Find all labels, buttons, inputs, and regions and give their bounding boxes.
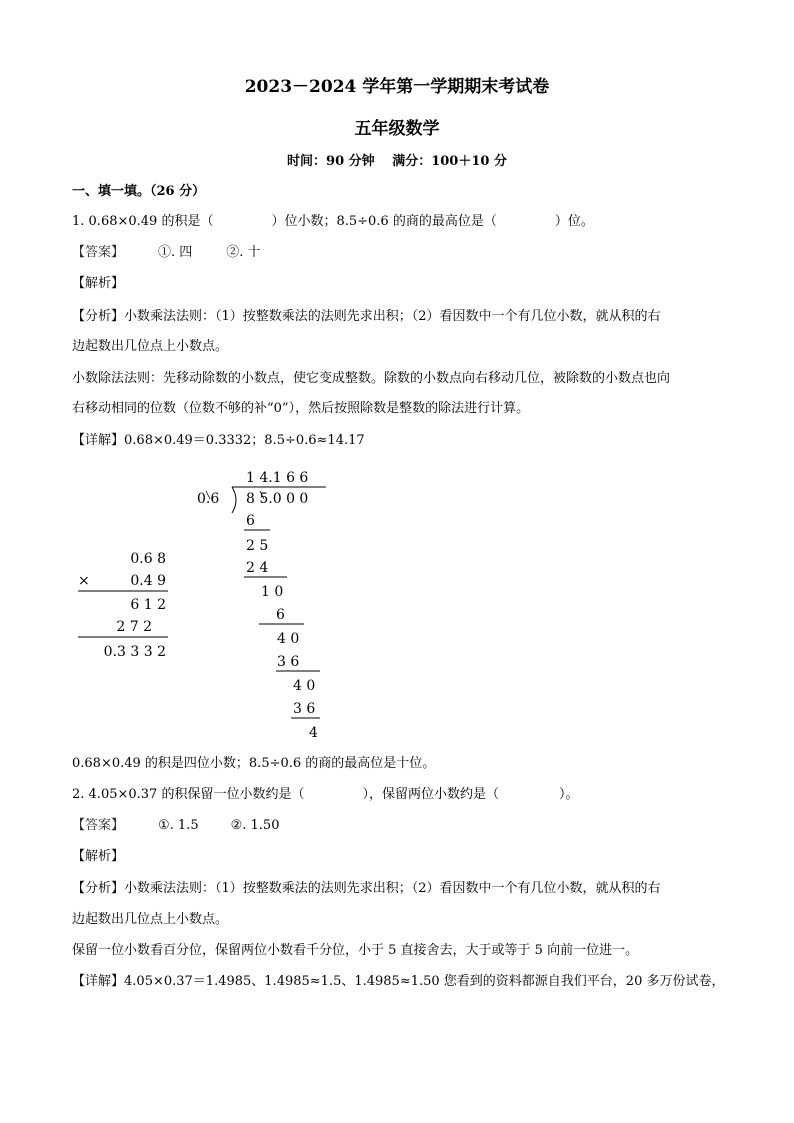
div-step-8: 4 0 [293, 678, 316, 694]
div-step-5: 6 [276, 607, 285, 623]
div-quotient: 1 4.1 6 6 [246, 470, 309, 486]
div-step-7: 3 6 [277, 654, 300, 670]
div-dividend: 8 5.0 0 0 [246, 491, 309, 507]
q1-text-c: ）位。 [554, 214, 594, 229]
fenxi-text: 小数乘法法则：（1）按整数乘法的法则先求出积；（2）看因数中一个有几位小数，就从积的右 [124, 309, 661, 324]
q1-conclusion: 0.68×0.49 的积是四位小数；8.5÷0.6 的商的最高位是十位。 [72, 756, 436, 771]
detail-tag: 【详解】 [72, 974, 125, 989]
q2-detail [72, 973, 724, 991]
mult-row-4: 2 7 2 [116, 619, 152, 635]
q2-answer-1: ①. 1.5 [158, 818, 199, 833]
answer-tag: 【答案】 [72, 245, 125, 260]
q2-text-c: ）。 [558, 787, 579, 802]
q2-text-b: ），保留两位小数约是（ [362, 787, 499, 802]
div-step-6: 4 0 [277, 631, 300, 647]
long-division [197, 470, 326, 741]
question-2 [72, 786, 578, 804]
q2-fenxi-2: 边起数出几位点上小数点。 [72, 912, 229, 927]
mult-row-2: 0.4 9 [130, 573, 166, 589]
q1-answer-1: ①. 四 [158, 245, 193, 260]
mult-row-1: 0.6 8 [130, 551, 166, 567]
q1-answer-2: ②. 十 [226, 245, 261, 260]
q2-answer [72, 817, 279, 835]
q1-analysis-tag: 【解析】 [72, 276, 125, 291]
q2-fenxi-1 [72, 880, 661, 898]
detail-text: 0.68×0.49＝0.3332；8.5÷0.6≈14.17 [124, 433, 365, 448]
mult-result: 0.3 3 3 2 [103, 644, 166, 660]
q1-rule-2: 右移动相同的位数（位数不够的补“0”），然后按照除数是整数的除法进行计算。 [72, 401, 530, 416]
div-step-10: 4 [309, 725, 318, 741]
fenxi-tag: 【分析】 [72, 881, 125, 896]
fenxi-text: 小数乘法法则：（1）按整数乘法的法则先求出积；（2）看因数中一个有几位小数，就从积的右 [124, 881, 661, 896]
fenxi-tag: 【分析】 [72, 309, 125, 324]
q1-text-a: 1. 0.68×0.49 的积是（ [72, 214, 214, 229]
q1-rule-1: 小数除法法则：先移动除数的小数点，使它变成整数。除数的小数点向右移动几位，被除数的小数点也向 [72, 371, 671, 386]
exam-subject: 五年级数学 [354, 119, 440, 139]
div-step-2: 2 5 [246, 538, 269, 554]
detail-text: 4.05×0.37＝1.4985、1.4985≈1.5、1.4985≈1.50 您看到的资料都源自我们平台，20 多万份试卷， [124, 974, 725, 989]
q2-analysis-tag: 【解析】 [72, 849, 125, 864]
exam-meta: 时间：90 分钟 满分：100＋10 分 [287, 154, 507, 169]
div-step-3: 2 4 [246, 560, 269, 576]
q2-rule: 保留一位小数看百分位，保留两位小数看千分位，小于 5 直接舍去，大于或等于 5 向前一位进一。 [72, 943, 639, 958]
div-step-1: 6 [246, 513, 255, 529]
detail-tag: 【详解】 [72, 433, 125, 448]
div-step-4: 1 0 [261, 584, 284, 600]
div-step-9: 3 6 [293, 701, 316, 717]
q1-fenxi-2: 边起数出几位点上小数点。 [72, 339, 229, 354]
multiplication-vertical [78, 551, 168, 660]
answer-tag: 【答案】 [72, 818, 125, 833]
q2-text-a: 2. 4.05×0.37 的积保留一位小数约是（ [72, 787, 305, 802]
mult-sign: × [78, 573, 90, 589]
q1-text-b: ）位小数；8.5÷0.6 的商的最高位是（ [271, 214, 497, 229]
div-divisor: 0.6 [197, 491, 220, 507]
mult-row-3: 6 1 2 [130, 597, 166, 613]
div-bracket [232, 487, 236, 513]
section-heading: 一、填一填。（26 分） [72, 184, 206, 199]
q2-answer-2: ②. 1.50 [230, 818, 280, 833]
exam-title: 2023－2024 学年第一学期期末考试卷 [244, 77, 550, 97]
